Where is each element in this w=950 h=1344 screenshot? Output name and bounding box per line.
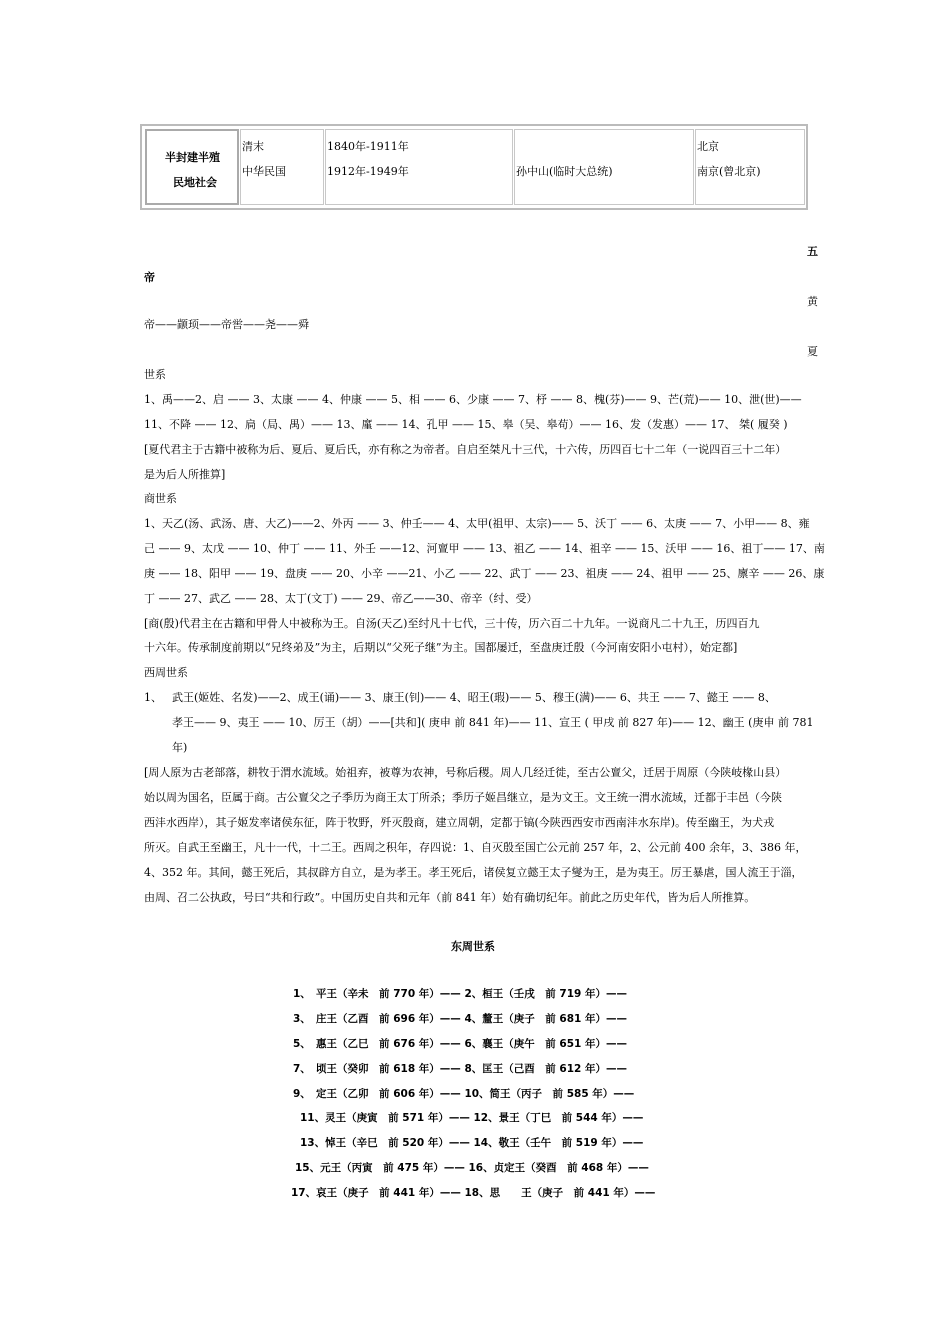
founder-sun: 孙中山(临时大总统) xyxy=(516,165,613,178)
shang-line: 庚 —— 18、阳甲 —— 19、盘庚 —— 20、小辛 ——21、小乙 —— 22、武丁 —— 23、祖庚 —— 24、祖甲 —— 25、廪辛 —— 26、康 xyxy=(144,567,825,580)
dongzhou-line: 5、 惠王（乙巳 前 676 年）—— 6、襄王（庚午 前 651 年）—— xyxy=(293,1038,627,1050)
wudi-sequence: 帝——颛顼——帝喾——尧——舜 xyxy=(144,318,309,331)
dongzhou-line: 11、灵王（庚寅 前 571 年）—— 12、景王（丁巳 前 544 年）—— xyxy=(300,1112,644,1124)
dongzhou-line: 15、元王（丙寅 前 475 年）—— 16、贞定王（癸酉 前 468 年）—— xyxy=(295,1162,649,1174)
xia-heading: 世系 xyxy=(144,368,166,381)
era-period-line2: 民地社会 xyxy=(173,176,217,189)
era-dynasty-cell xyxy=(240,129,324,205)
xizhou-number: 1、 xyxy=(144,691,162,704)
era-capital-cell xyxy=(695,129,805,205)
xia-line: 1、禹——2、启 —— 3、太康 —— 4、仲康 —— 5、相 —— 6、少康 —— 7、杼 —— 8、槐(芬)—— 9、芒(荒)—— 10、泄(世)—— xyxy=(144,393,802,406)
xia-line: 11、不降 —— 12、扃（局、禺）—— 13、廑 —— 14、孔甲 —— 15、皋（吴、皋苟）—— 16、发（发惠）—— 17、 桀( 履癸 ) xyxy=(144,418,788,431)
dongzhou-line: 1、 平王（辛未 前 770 年）—— 2、桓王（壬戌 前 719 年）—— xyxy=(293,988,627,1000)
xia-line: [夏代君主于古籍中被称为后、夏后、夏后氏，亦有称之为帝者。自启至桀凡十三代，十六传，历四百七十二年（一说四百三十二年） xyxy=(144,443,787,456)
capital-nanjing: 南京(曾北京) xyxy=(697,165,761,178)
years-qing: 1840年-1911年 xyxy=(327,140,409,153)
xizhou-note: 所灭。自武王至幽王，凡十一代，十二王。西周之积年，存四说：1、自灭殷至国亡公元前 257 年，2、公元前 400 余年，3、386 年， xyxy=(144,841,807,854)
era-period-cell xyxy=(145,129,239,205)
side-char-xia: 夏 xyxy=(807,345,818,358)
dongzhou-line: 9、 定王（乙卯 前 606 年）—— 10、简王（丙子 前 585 年）—— xyxy=(293,1088,635,1100)
era-period-line1: 半封建半殖 xyxy=(165,151,220,164)
side-char-huang: 黄 xyxy=(807,295,818,308)
shang-line: 己 —— 9、太戊 —— 10、仲丁 —— 11、外壬 ——12、河亶甲 —— 13、祖乙 —— 14、祖辛 —— 15、沃甲 —— 16、祖丁—— 17、南 xyxy=(144,542,825,555)
dongzhou-heading: 东周世系 xyxy=(451,940,495,953)
xizhou-note: 4、352 年。其间，懿王死后，其叔辟方自立，是为孝王。孝王死后，诸侯复立懿王太子燮为王，是为夷王。厉王暴虐，国人流王于淄， xyxy=(144,866,803,879)
era-table xyxy=(140,124,808,210)
xizhou-line: 孝王—— 9、夷王 —— 10、厉王（胡）——[共和]( 庚申 前 841 年)—— 11、宣王 ( 甲戌 前 827 年)—— 12、幽王 (庚申 前 781 xyxy=(172,716,814,729)
wudi-heading: 帝 xyxy=(144,271,155,284)
capital-beijing: 北京 xyxy=(697,140,719,153)
shang-line: 丁 —— 27、武乙 —— 28、太丁(文丁) —— 29、帝乙——30、帝辛（纣、受） xyxy=(144,592,538,605)
era-founder-cell xyxy=(514,129,694,205)
dongzhou-line: 7、 顷王（癸卯 前 618 年）—— 8、匡王（己酉 前 612 年）—— xyxy=(293,1063,627,1075)
side-char-wu: 五 xyxy=(807,245,818,258)
xia-line: 是为后人所推算] xyxy=(144,468,226,481)
shang-note: 十六年。传承制度前期以“兄终弟及”为主，后期以“父死子继”为主。国都屡迁，至盘庚迁殷（今河南安阳小屯村），始定都] xyxy=(144,641,738,654)
xizhou-note: 西沣水西岸），其子姬发率诸侯东征，阵于牧野，歼灭殷商，建立周朝，定都于镐(今陕西西安市西南沣水东岸)。传至幽王，为犬戎 xyxy=(144,816,775,829)
xizhou-note: 始以周为国名，臣属于商。古公亶父之子季历为商王太丁所杀；季历子姬昌继立，是为文王。文王统一渭水流域，迁都于丰邑（今陕 xyxy=(144,791,782,804)
era-years-cell xyxy=(325,129,513,205)
dynasty-qing: 清末 xyxy=(242,140,264,153)
dongzhou-line: 3、 庄王（乙酉 前 696 年）—— 4、釐王（庚子 前 681 年）—— xyxy=(293,1013,627,1025)
years-roc: 1912年-1949年 xyxy=(327,165,409,178)
xizhou-note: 由周、召二公执政，号曰“共和行政”。中国历史自共和元年（前 841 年）始有确切纪年。前此之历史年代，皆为后人所推算。 xyxy=(144,891,756,904)
xizhou-note: [周人原为古老部落，耕牧于渭水流域。始祖弃，被尊为农神，号称后稷。周人几经迁徙，至古公亶父，迁居于周原（今陕岐椽山县） xyxy=(144,766,787,779)
xizhou-line: 年) xyxy=(172,741,188,754)
shang-heading: 商世系 xyxy=(144,492,177,505)
xizhou-heading: 西周世系 xyxy=(144,666,188,679)
dongzhou-line: 13、悼王（辛巳 前 520 年）—— 14、敬王（壬午 前 519 年）—— xyxy=(300,1137,644,1149)
xizhou-line: 武王(姬姓、名发)——2、成王(诵)—— 3、康王(钊)—— 4、昭王(瑕)—— 5、穆王(满)—— 6、共王 —— 7、懿王 —— 8、 xyxy=(172,691,776,704)
dynasty-roc: 中华民国 xyxy=(242,165,286,178)
dongzhou-line: 17、哀王（庚子 前 441 年）—— 18、思 王（庚子 前 441 年）—— xyxy=(291,1187,656,1199)
shang-line: 1、天乙(汤、武汤、唐、大乙)——2、外丙 —— 3、仲壬—— 4、太甲(祖甲、太宗)—— 5、沃丁 —— 6、太庚 —— 7、小甲—— 8、雍 xyxy=(144,517,810,530)
shang-note: [商(殷)代君主在古籍和甲骨人中被称为王。自汤(天乙)至纣凡十七代，三十传，历六百二十九年。一说商凡二十九王，历四百九 xyxy=(144,617,760,630)
